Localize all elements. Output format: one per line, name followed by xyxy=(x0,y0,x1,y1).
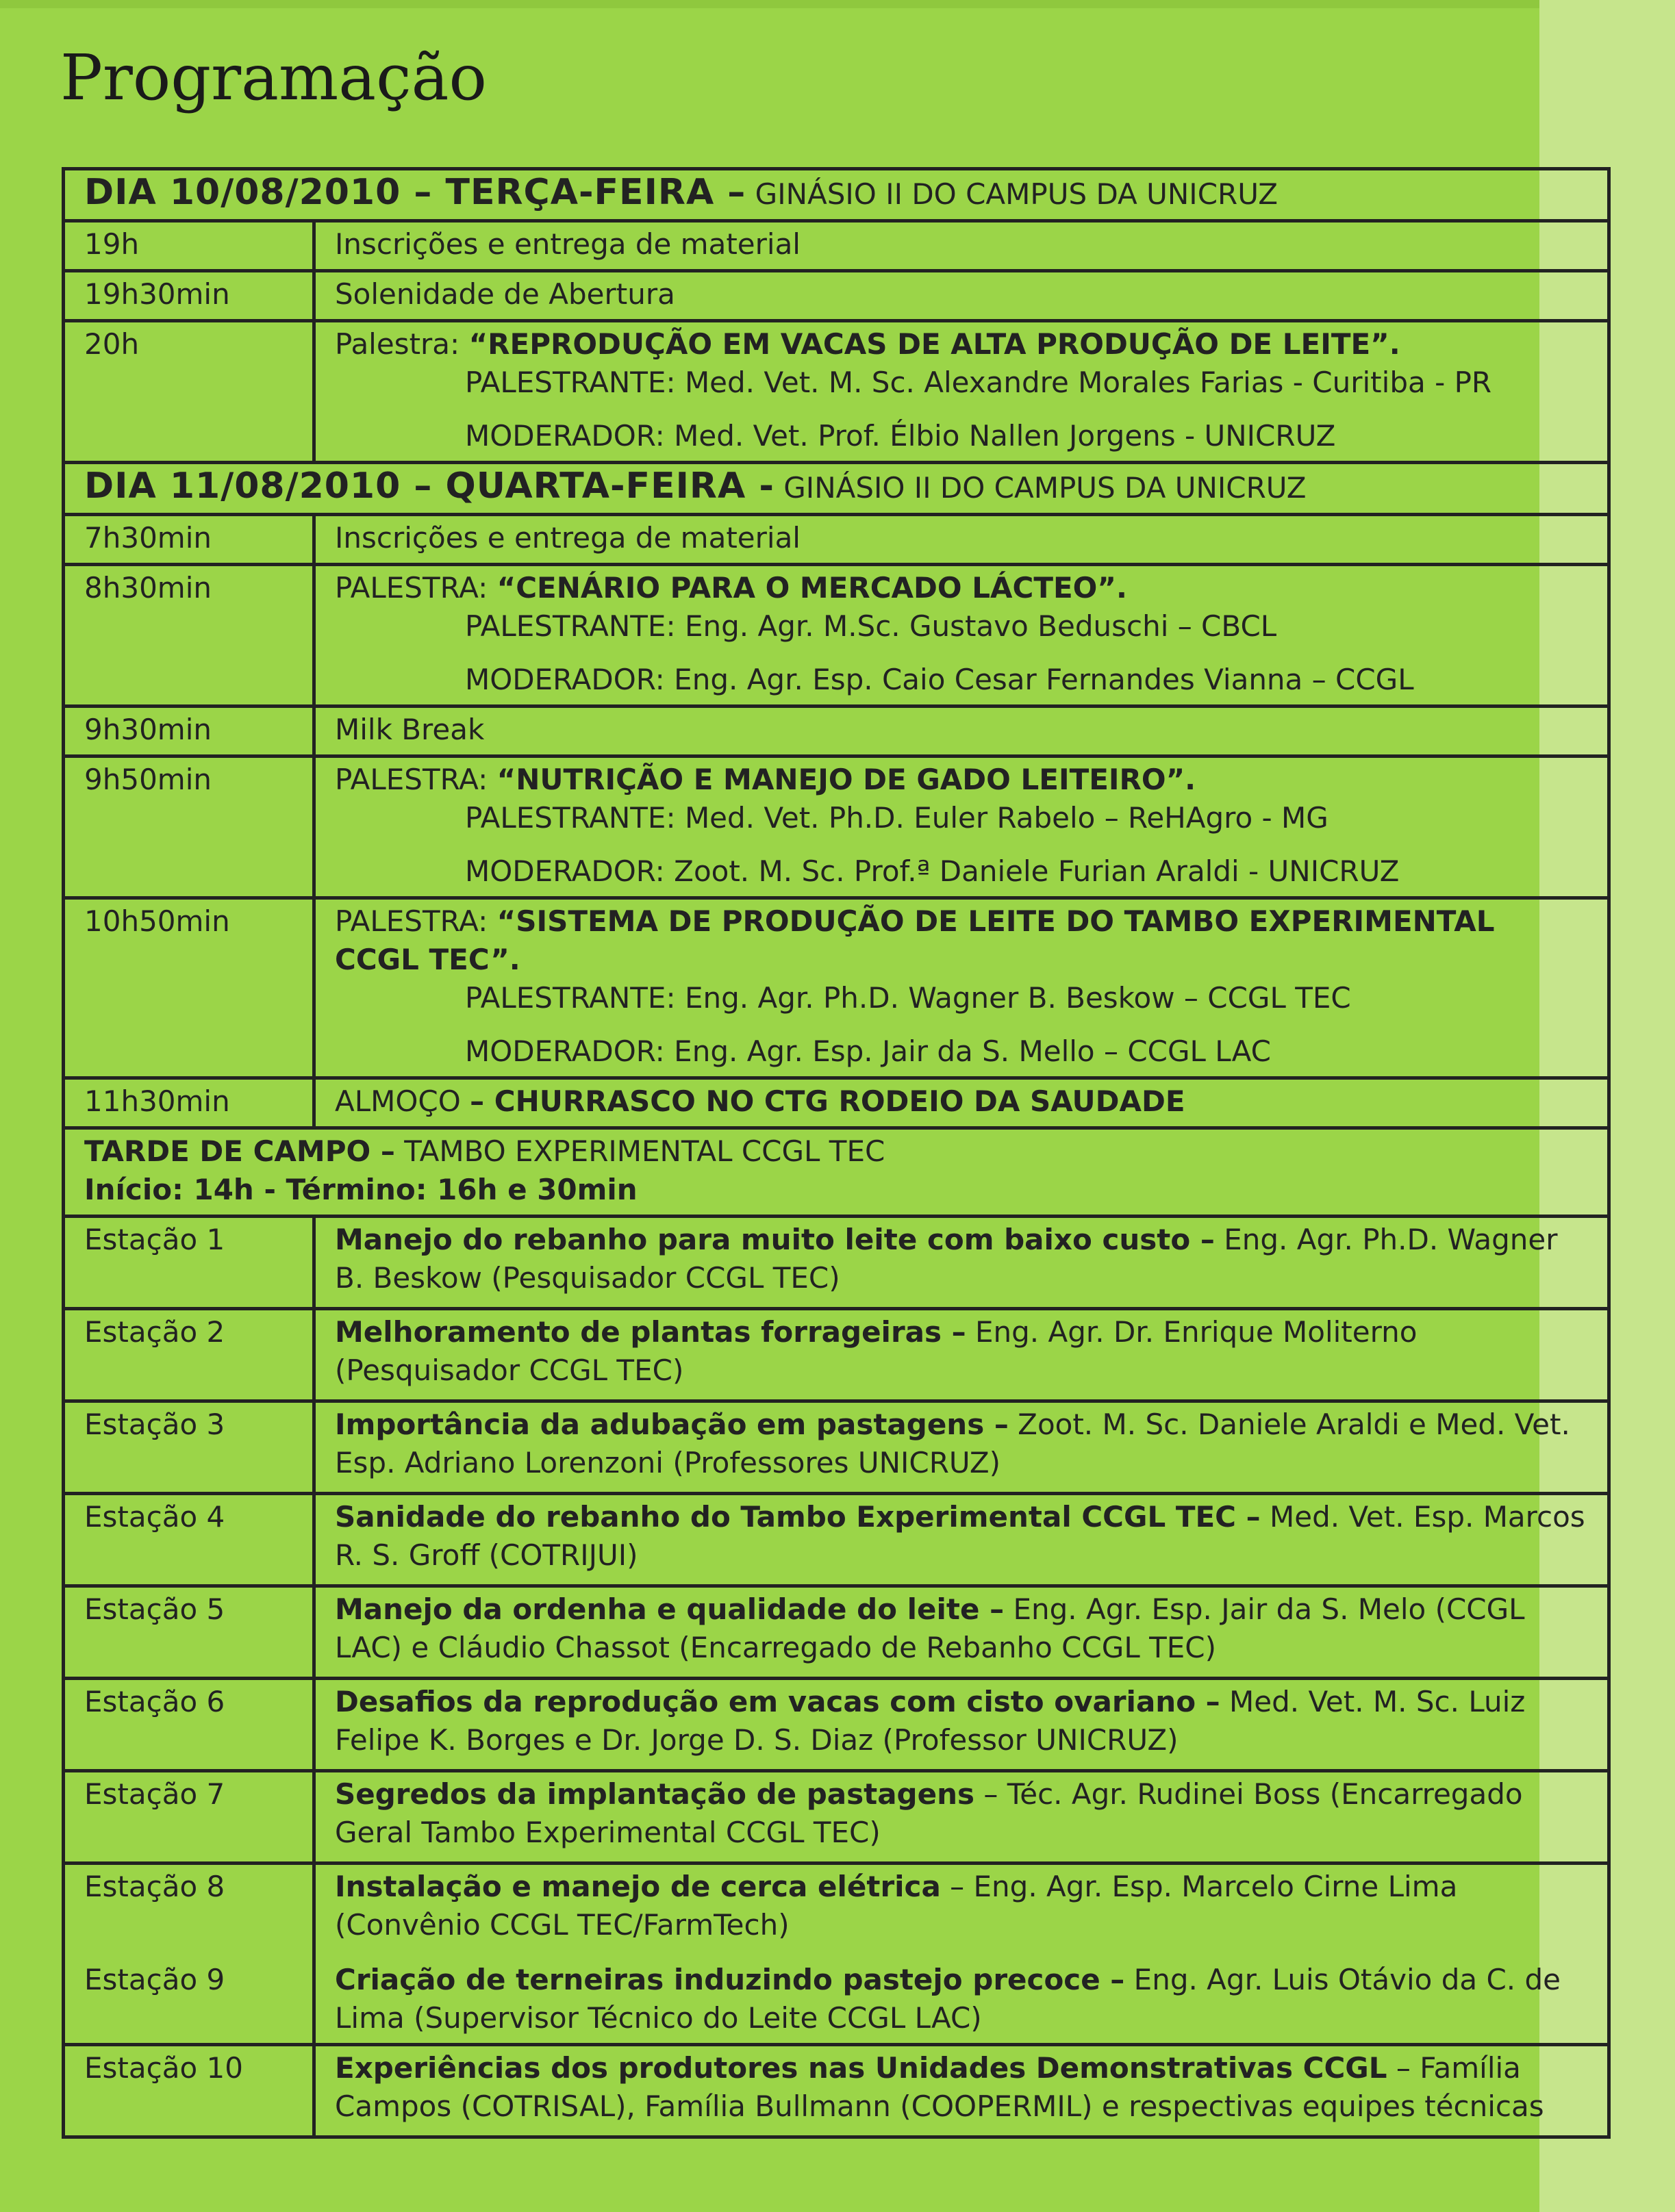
station-name: Estação 7 xyxy=(64,1771,314,1864)
day2-header-row xyxy=(64,463,1609,515)
session-label: PALESTRA: xyxy=(335,763,488,796)
session-time: 9h50min xyxy=(64,757,314,898)
station-detail xyxy=(314,1217,1609,1309)
station-topic: Segredos da implantação de pastagens xyxy=(335,1777,975,1811)
station-topic: Instalação e manejo de cerca elétrica xyxy=(335,1870,941,1903)
table-row xyxy=(64,515,1609,565)
station-detail xyxy=(335,1868,1588,1944)
day1-date: DIA 10/08/2010 – TERÇA-FEIRA – xyxy=(84,172,746,213)
table-row xyxy=(64,271,1609,321)
session-topic: “NUTRIÇÃO E MANEJO DE GADO LEITEIRO”. xyxy=(496,763,1196,796)
station-presenter: Eng. Agr. Esp. Jair da S. Melo (CCGL LAC) e Cláudio Chassot (Encarregado de Rebanho CCGL TEC) xyxy=(335,1592,1525,1664)
session-time: 19h30min xyxy=(64,271,314,321)
session-time: 9h30min xyxy=(64,707,314,757)
station-topic: Manejo da ordenha e qualidade do leite – xyxy=(335,1592,1005,1626)
table-row xyxy=(64,1401,1609,1494)
session-topic: “CENÁRIO PARA O MERCADO LÁCTEO”. xyxy=(496,571,1127,605)
station-presenter: Eng. Agr. Dr. Enrique Moliterno (Pesquisador CCGL TEC) xyxy=(335,1315,1418,1387)
session-detail xyxy=(314,321,1609,463)
session-detail xyxy=(314,1078,1609,1128)
day1-header xyxy=(64,169,1609,221)
session-text: Milk Break xyxy=(314,707,1609,757)
session-moderator: MODERADOR: Zoot. M. Sc. Prof.ª Daniele Furian Araldi - UNICRUZ xyxy=(465,854,1400,888)
session-time: 11h30min xyxy=(64,1078,314,1128)
station-name-pair xyxy=(64,1864,314,2045)
station-detail xyxy=(335,1961,1588,2037)
day2-header xyxy=(64,463,1609,515)
afternoon-title: TARDE DE CAMPO – xyxy=(84,1134,395,1168)
station-topic: Manejo do rebanho para muito leite com baixo custo – xyxy=(335,1223,1215,1256)
session-time: 19h xyxy=(64,221,314,271)
station-name: Estação 9 xyxy=(84,1963,225,1996)
session-detail xyxy=(314,565,1609,707)
program-table xyxy=(62,167,1611,2139)
session-speaker: PALESTRANTE: Eng. Agr. M.Sc. Gustavo Beduschi – CBCL xyxy=(465,609,1277,643)
table-row xyxy=(64,565,1609,707)
session-topic: “REPRODUÇÃO EM VACAS DE ALTA PRODUÇÃO DE LEITE”. xyxy=(468,327,1400,361)
table-row xyxy=(64,1679,1609,1771)
session-speaker: PALESTRANTE: Eng. Agr. Ph.D. Wagner B. Beskow – CCGL TEC xyxy=(465,981,1351,1015)
station-topic: Criação de terneiras induzindo pastejo precoce – xyxy=(335,1963,1125,1996)
session-moderator: MODERADOR: Eng. Agr. Esp. Caio Cesar Fernandes Vianna – CCGL xyxy=(465,663,1414,696)
session-detail xyxy=(314,898,1609,1078)
table-row xyxy=(64,1864,1609,2045)
station-topic: Desafios da reprodução em vacas com cisto ovariano – xyxy=(335,1685,1220,1718)
station-topic: Experiências dos produtores nas Unidades Demonstrativas CCGL xyxy=(335,2051,1387,2085)
day1-location: GINÁSIO II DO CAMPUS DA UNICRUZ xyxy=(755,177,1278,211)
station-detail xyxy=(314,1401,1609,1494)
table-row xyxy=(64,1771,1609,1864)
station-name: Estação 8 xyxy=(84,1870,225,1903)
day2-location: GINÁSIO II DO CAMPUS DA UNICRUZ xyxy=(783,471,1307,505)
afternoon-header-row xyxy=(64,1128,1609,1217)
station-presenter: Zoot. M. Sc. Daniele Araldi e Med. Vet. Esp. Adriano Lorenzoni (Professores UNICRUZ) xyxy=(335,1408,1570,1479)
station-presenter: Med. Vet. Esp. Marcos R. S. Groff (COTRIJUI) xyxy=(335,1500,1585,1572)
table-row xyxy=(64,898,1609,1078)
session-moderator: MODERADOR: Eng. Agr. Esp. Jair da S. Mello – CCGL LAC xyxy=(465,1034,1271,1068)
station-name: Estação 10 xyxy=(64,2045,314,2137)
session-time: 7h30min xyxy=(64,515,314,565)
session-text: Inscrições e entrega de material xyxy=(314,221,1609,271)
station-name: Estação 5 xyxy=(64,1586,314,1679)
station-topic: Importância da adubação em pastagens – xyxy=(335,1408,1009,1441)
afternoon-place: TAMBO EXPERIMENTAL CCGL TEC xyxy=(404,1134,885,1168)
station-detail xyxy=(314,1309,1609,1401)
station-name: Estação 1 xyxy=(64,1217,314,1309)
station-name: Estação 4 xyxy=(64,1494,314,1586)
station-detail xyxy=(314,1586,1609,1679)
station-name: Estação 6 xyxy=(64,1679,314,1771)
session-moderator: MODERADOR: Med. Vet. Prof. Élbio Nallen Jorgens - UNICRUZ xyxy=(465,419,1336,453)
station-presenter: – Téc. Agr. Rudinei Boss (Encarregado Geral Tambo Experimental CCGL TEC) xyxy=(335,1777,1523,1849)
table-row xyxy=(64,1078,1609,1128)
table-row xyxy=(64,321,1609,463)
session-topic: “SISTEMA DE PRODUÇÃO DE LEITE DO TAMBO EXPERIMENTAL CCGL TEC”. xyxy=(335,904,1495,976)
session-topic: – CHURRASCO NO CTG RODEIO DA SAUDADE xyxy=(470,1084,1185,1118)
station-presenter: Med. Vet. M. Sc. Luiz Felipe K. Borges e Dr. Jorge D. S. Diaz (Professor UNICRUZ) xyxy=(335,1685,1526,1757)
table-row xyxy=(64,1586,1609,1679)
session-text: Solenidade de Abertura xyxy=(314,271,1609,321)
page-title: Programação xyxy=(60,41,487,114)
session-text: Inscrições e entrega de material xyxy=(314,515,1609,565)
session-time: 20h xyxy=(64,321,314,463)
session-label: ALMOÇO xyxy=(335,1084,461,1118)
session-time: 10h50min xyxy=(64,898,314,1078)
station-detail xyxy=(314,1771,1609,1864)
table-row xyxy=(64,2045,1609,2137)
day2-date: DIA 11/08/2010 – QUARTA-FEIRA - xyxy=(84,466,774,507)
station-detail xyxy=(314,2045,1609,2137)
station-name: Estação 2 xyxy=(64,1309,314,1401)
table-row xyxy=(64,707,1609,757)
station-detail xyxy=(314,1494,1609,1586)
station-presenter: Eng. Agr. Ph.D. Wagner B. Beskow (Pesquisador CCGL TEC) xyxy=(335,1223,1558,1295)
station-presenter: – Eng. Agr. Esp. Marcelo Cirne Lima (Convênio CCGL TEC/FarmTech) xyxy=(335,1870,1458,1942)
station-name: Estação 3 xyxy=(64,1401,314,1494)
table-row xyxy=(64,757,1609,898)
session-speaker: PALESTRANTE: Med. Vet. Ph.D. Euler Rabelo – ReHAgro - MG xyxy=(465,801,1328,835)
station-topic: Sanidade do rebanho do Tambo Experimental CCGL TEC – xyxy=(335,1500,1261,1534)
station-detail-pair xyxy=(314,1864,1609,2045)
station-presenter: Eng. Agr. Luis Otávio da C. de Lima (Supervisor Técnico do Leite CCGL LAC) xyxy=(335,1963,1561,2035)
table-row xyxy=(64,221,1609,271)
table-row xyxy=(64,1217,1609,1309)
table-row xyxy=(64,1309,1609,1401)
table-row xyxy=(64,1494,1609,1586)
session-label: PALESTRA: xyxy=(335,904,488,938)
afternoon-schedule: Início: 14h - Término: 16h e 30min xyxy=(84,1173,638,1206)
top-shade-band xyxy=(0,0,1539,8)
afternoon-header xyxy=(64,1128,1609,1217)
session-detail xyxy=(314,757,1609,898)
session-label: PALESTRA: xyxy=(335,571,488,605)
station-presenter: – Família Campos (COTRISAL), Família Bullmann (COOPERMIL) e respectivas equipes técnicas xyxy=(335,2051,1544,2123)
session-time: 8h30min xyxy=(64,565,314,707)
station-topic: Melhoramento de plantas forrageiras – xyxy=(335,1315,966,1349)
session-speaker: PALESTRANTE: Med. Vet. M. Sc. Alexandre Morales Farias - Curitiba - PR xyxy=(465,366,1492,399)
day1-header-row xyxy=(64,169,1609,221)
station-detail xyxy=(314,1679,1609,1771)
session-label: Palestra: xyxy=(335,327,460,361)
